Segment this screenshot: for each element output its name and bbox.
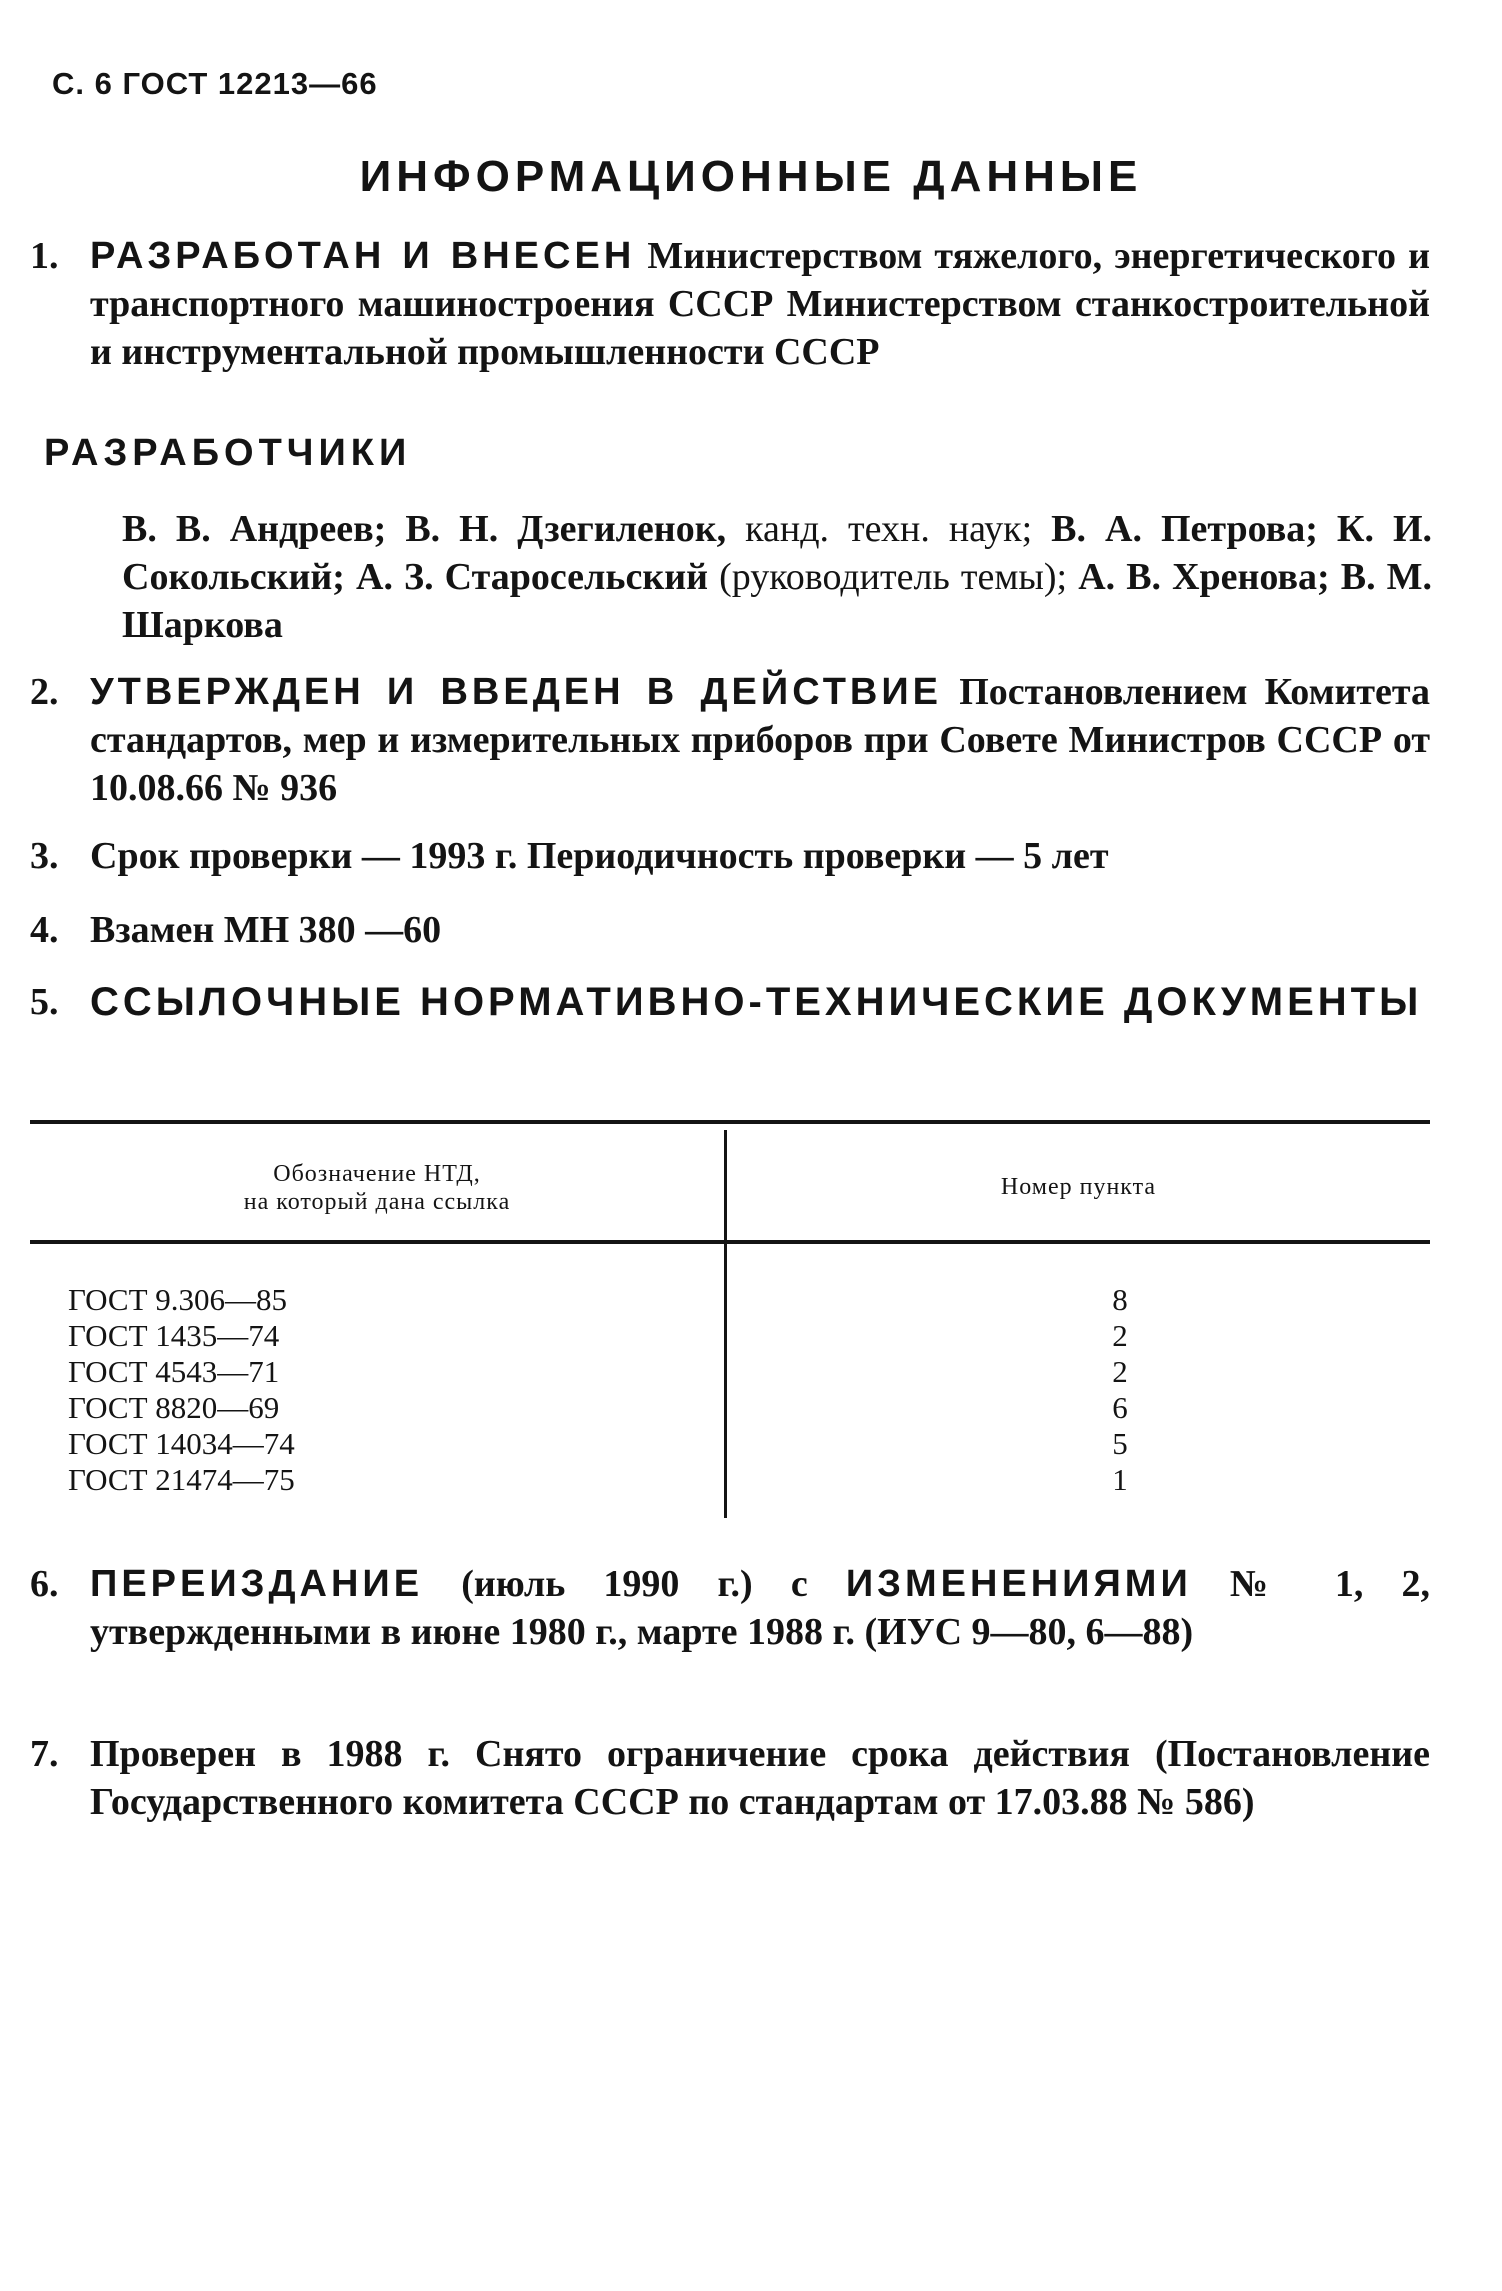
item-6 (30, 1560, 1430, 1656)
item-1-lead: РАЗРАБОТАН И ВНЕСЕН (90, 235, 636, 277)
item-2-text: Постановлением Комитета стандартов, мер и измерительных приборов при Совете Министров СССР от 10.08.66 № 936 (90, 671, 1431, 809)
item-3-text: Срок проверки — 1993 г. Периодичность проверки — 5 лет (90, 835, 1109, 877)
item-6-number: 6. (30, 1563, 59, 1605)
item-3 (30, 832, 1430, 880)
item-7-number: 7. (30, 1733, 59, 1775)
developer-name: К. И. Сокольский; (122, 508, 1433, 598)
item-1-number: 1. (30, 235, 59, 277)
reference-documents-table (30, 1120, 1430, 1518)
table-cell-doc: ГОСТ 9.306—85 (68, 1282, 288, 1317)
item-5-lead: ССЫЛОЧНЫЕ НОРМАТИВНО-ТЕХНИЧЕСКИЕ ДОКУМЕНТЫ (90, 980, 1423, 1024)
item-7-text: Проверен в 1988 г. Снято ограничение срока действия (Постановление Государственного комитета СССР по стандартам от 17.03.88 № 586) (90, 1733, 1430, 1823)
table-cell-clause: 6 (1112, 1390, 1128, 1425)
developer-name: В. Н. Дзегиленок, (405, 508, 727, 550)
developer-name: А. З. Старосельский (356, 556, 709, 598)
table-header-document-line2: на который дана ссылка (243, 1189, 511, 1215)
table-header-rule (30, 1240, 1430, 1244)
table-cell-clause: 2 (1112, 1318, 1128, 1353)
item-6-text-1: (июль 1990 г.) с (461, 1563, 808, 1605)
developer-role: (руководитель темы); (719, 556, 1068, 598)
item-5 (30, 978, 1430, 1026)
table-cell-clause: 8 (1112, 1282, 1128, 1317)
developer-name: В. М. Шаркова (122, 556, 1433, 646)
table-cell-doc: ГОСТ 14034—74 (68, 1426, 295, 1461)
table-cell-doc: ГОСТ 21474—75 (68, 1462, 295, 1497)
table-cell-clause: 1 (1112, 1462, 1128, 1497)
item-4 (30, 906, 1430, 954)
table-header-clause: Номер пункта (1000, 1174, 1157, 1200)
developer-name: А. В. Хренова; (1078, 556, 1330, 598)
item-6-body (90, 1560, 1430, 1656)
item-1 (30, 232, 1430, 376)
table-cell-doc: ГОСТ 4543—71 (68, 1354, 280, 1389)
developer-name: В. А. Петрова; (1051, 508, 1318, 550)
item-6-lead: ПЕРЕИЗДАНИЕ (90, 1563, 424, 1605)
developer-name: В. В. Андреев; (122, 508, 387, 550)
table-header-document (30, 1160, 724, 1216)
item-7 (30, 1730, 1430, 1826)
item-1-body (90, 232, 1430, 376)
table-top-rule (30, 1120, 1430, 1124)
item-4-number: 4. (30, 909, 59, 951)
item-4-text: Взамен МН 380 —60 (90, 909, 442, 951)
table-doc-column (68, 1282, 668, 1498)
item-2-body (90, 668, 1430, 812)
table-cell-clause: 5 (1112, 1426, 1128, 1461)
running-head: С. 6 ГОСТ 12213—66 (52, 66, 378, 101)
item-3-number: 3. (30, 835, 59, 877)
developers-heading: РАЗРАБОТЧИКИ (44, 432, 412, 474)
table-cell-clause: 2 (1112, 1354, 1128, 1389)
item-6-lead-2: ИЗМЕНЕНИЯМИ (845, 1563, 1192, 1605)
item-2 (30, 668, 1430, 812)
table-cell-doc: ГОСТ 8820—69 (68, 1390, 280, 1425)
table-clause-column (1030, 1282, 1210, 1498)
page-title: ИНФОРМАЦИОННЫЕ ДАННЫЕ (359, 152, 1143, 201)
developers-list (122, 505, 1432, 649)
developer-degree: канд. техн. наук; (745, 508, 1033, 550)
item-2-number: 2. (30, 671, 59, 713)
item-5-number: 5. (30, 981, 59, 1023)
item-6-text-2: № 1, 2, утвержденными в июне 1980 г., марте 1988 г. (ИУС 9—80, 6—88) (90, 1563, 1431, 1653)
table-header-document-line1: Обозначение НТД, (273, 1161, 481, 1187)
item-1-text: Министерством тяжелого, энергетического и транспортного машиностроения СССР Министерством станкостроительной и инструментальной промышленности СССР (90, 235, 1431, 373)
item-2-lead: УТВЕРЖДЕН И ВВЕДЕН В ДЕЙСТВИЕ (90, 671, 943, 713)
table-cell-doc: ГОСТ 1435—74 (68, 1318, 280, 1353)
